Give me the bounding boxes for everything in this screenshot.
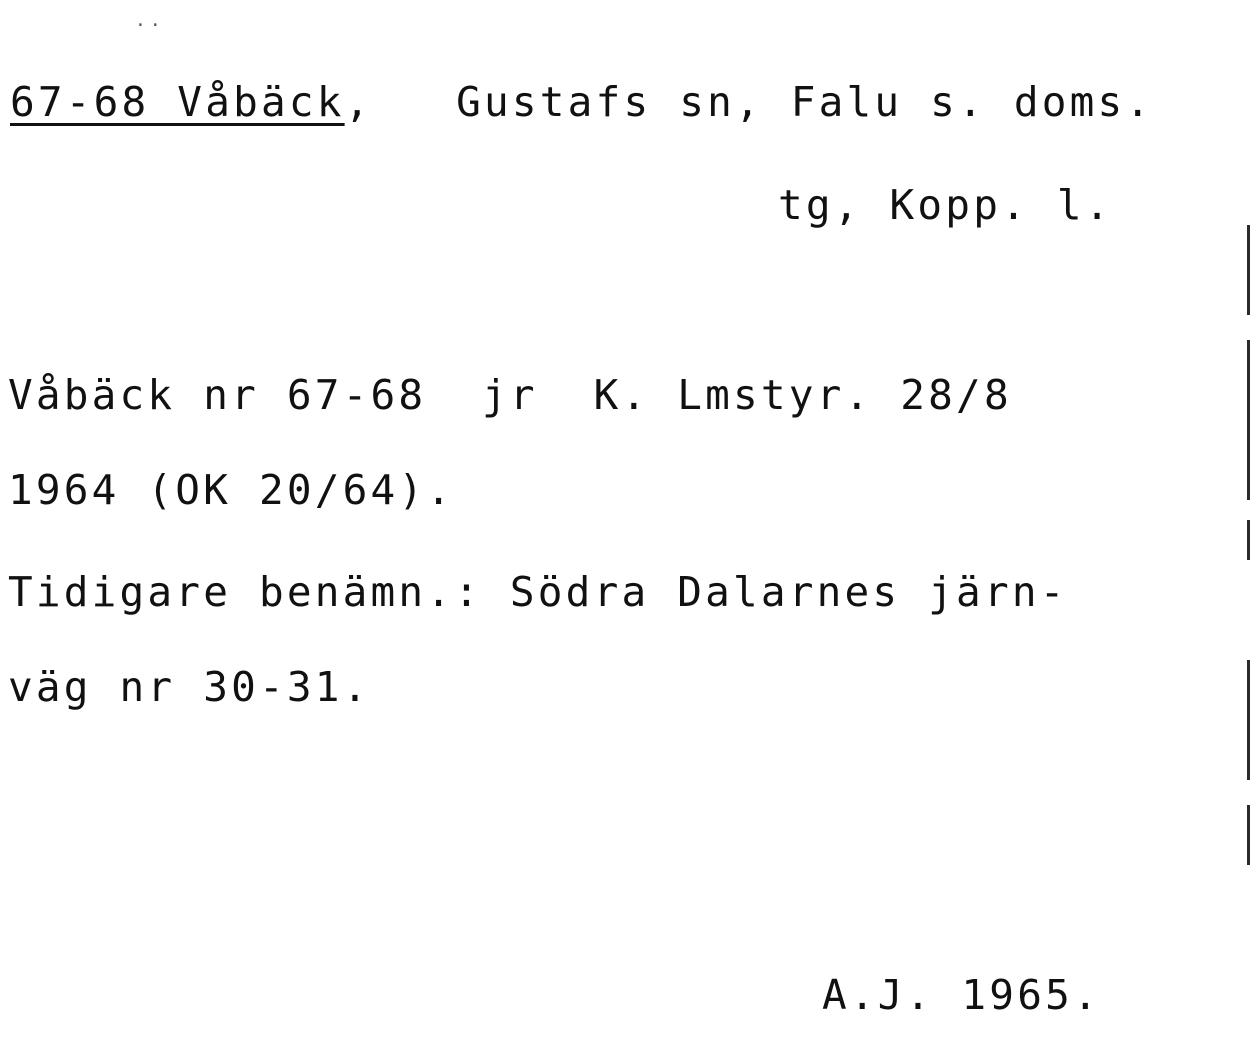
body-line-2: 1964 (OK 20/64). — [8, 466, 455, 514]
body-line-1: Våbäck nr 67-68 jr K. Lmstyr. 28/8 — [8, 371, 1012, 419]
right-edge-marks — [1245, 0, 1251, 1050]
edge-mark — [1247, 340, 1250, 500]
edge-mark — [1247, 805, 1250, 865]
edge-mark — [1247, 520, 1250, 560]
stray-marks: .. — [135, 10, 165, 31]
body-line-3: Tidigare benämn.: Södra Dalarnes järn- — [8, 568, 1068, 616]
entry-number-heading: 67-68 Våbäck — [10, 78, 345, 126]
edge-mark — [1247, 225, 1250, 315]
header-location: , Gustafs sn, Falu s. doms. — [344, 78, 1154, 126]
edge-mark — [1247, 660, 1250, 780]
body-line-4: väg nr 30-31. — [8, 663, 371, 711]
signature-line: A.J. 1965. — [822, 971, 1101, 1019]
header-line-2: tg, Kopp. l. — [778, 181, 1113, 229]
header-line-1 — [10, 78, 1154, 126]
